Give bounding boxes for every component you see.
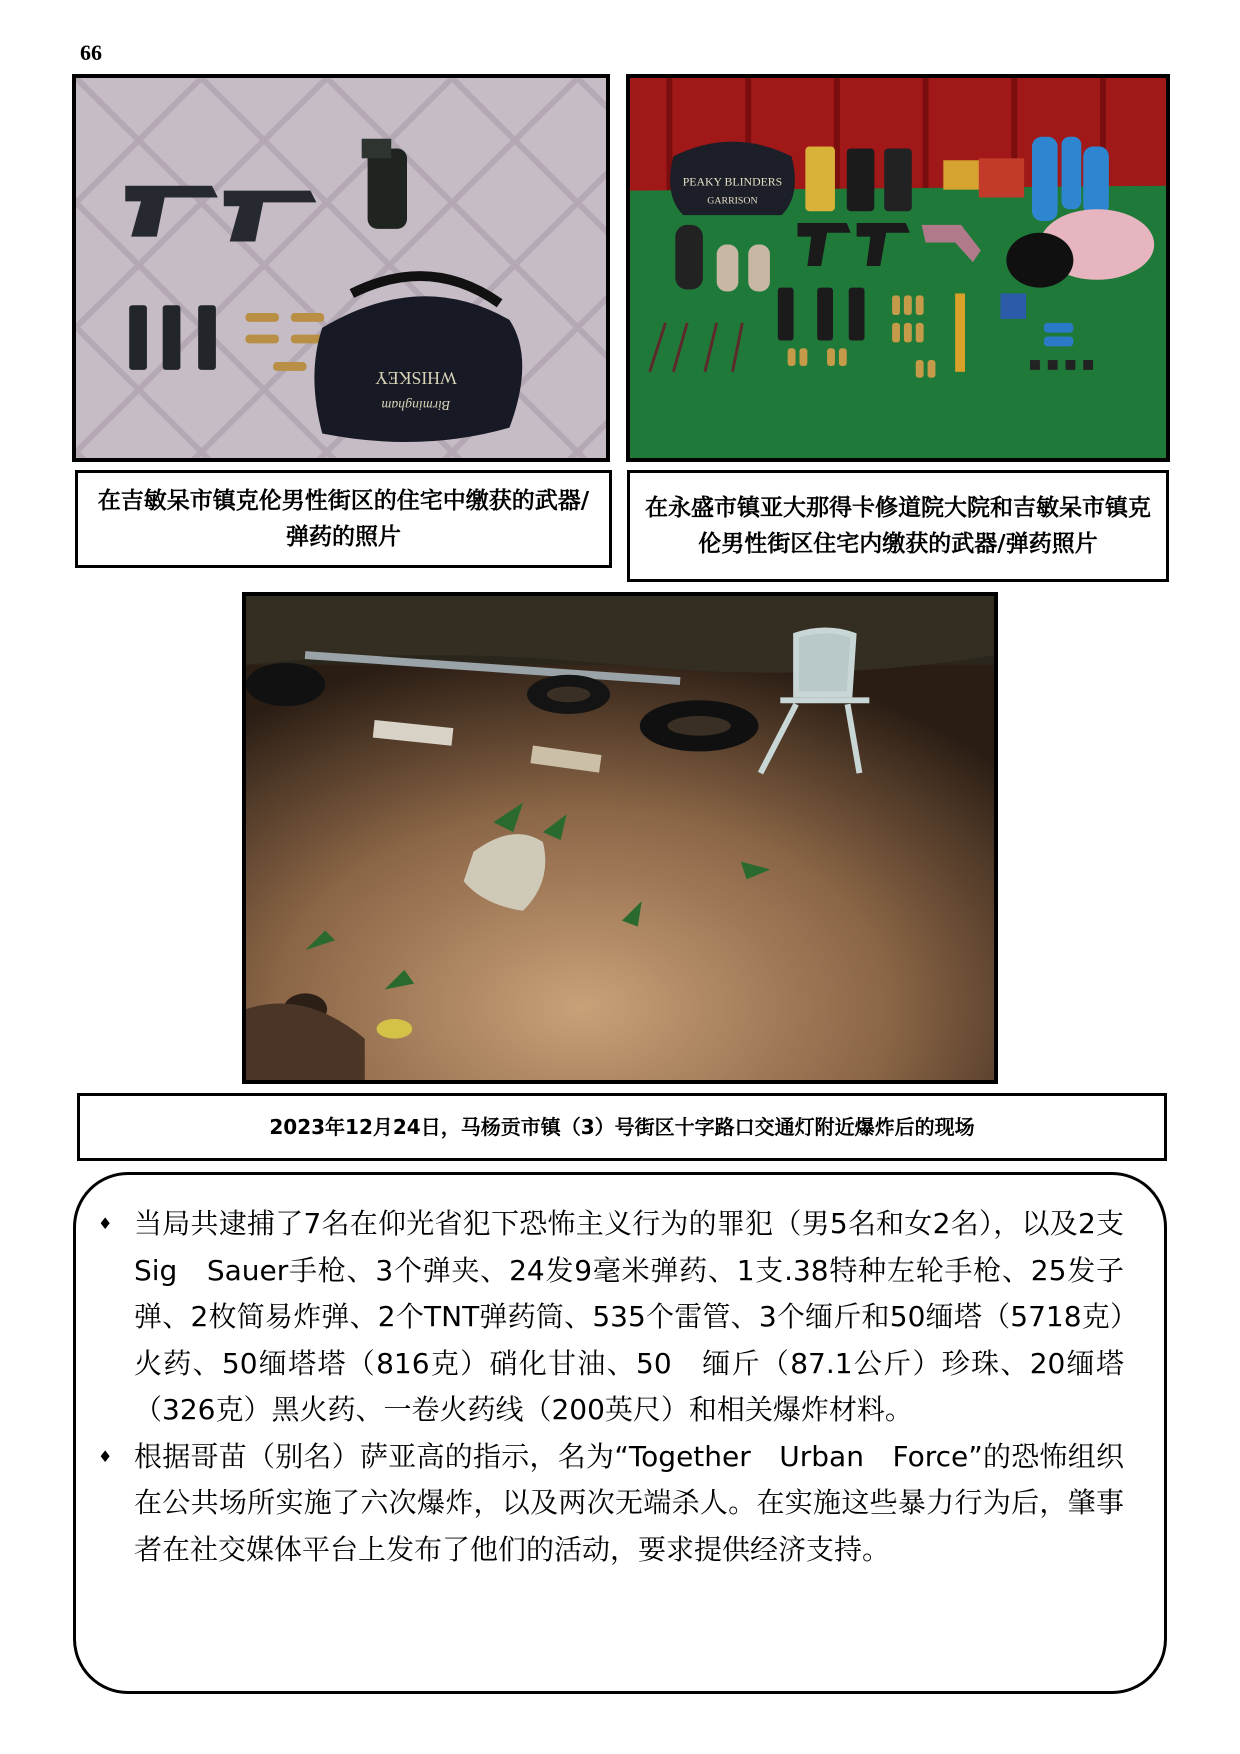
caption-top-right: [627, 470, 1169, 582]
bag-print-birmingham: Birmingham: [381, 398, 451, 414]
caption-top-left: [75, 470, 612, 568]
summary-bullet-organization-text: 根据哥苗（别名）萨亚高的指示，名为“Together Urban Force”的恐怖组织在公共场所实施了六次爆炸，以及两次无端杀人。在实施这些暴力行为后，肇事者在社交媒体平台上发布了他们的活动，要求提供经济支持。: [134, 1439, 1124, 1566]
diamond-bullet-icon: ♦: [98, 1446, 113, 1466]
bag-print-peaky: PEAKY BLINDERS: [682, 175, 783, 189]
summary-bullet-arrests-text: 当局共逮捕了7名在仰光省犯下恐怖主义行为的罪犯（男5名和女2名），以及2支Sig Sauer手枪、3个弹夹、24发9毫米弹药、1支.38特种左轮手枪、25发子弹、2枚简易炸弹、2个TNT弹药筒、535个雷管、3个缅斤和50缅塔（5718克）火药、50缅塔塔（816克）硝化甘油、50 缅斤（87.1公斤）珍珠、20缅塔（326克）黑火药、一卷火药线（200英尺）和相关爆炸材料。: [134, 1207, 1124, 1426]
caption-top-right-text: 在永盛市镇亚大那得卡修道院大院和吉敏呆市镇克伦男性街区住宅内缴获的武器/弹药照片: [645, 495, 1151, 557]
diamond-bullet-icon: ♦: [98, 1214, 113, 1233]
bag-print-garrison: GARRISON: [707, 195, 758, 207]
seized-weapons-photo-left: [72, 74, 610, 462]
explosion-scene-photo: [242, 592, 998, 1084]
page-number: 66: [80, 40, 102, 65]
seized-weapons-photo-right: [626, 74, 1170, 462]
summary-bullet-organization: [98, 1434, 1124, 1574]
caption-top-left-text: 在吉敏呆市镇克伦男性街区的住宅中缴获的武器/弹药的照片: [97, 488, 590, 550]
caption-explosion-scene-text: 2023年12月24日，马杨贡市镇（3）号街区十字路口交通灯附近爆炸后的现场: [269, 1115, 975, 1139]
summary-box: [73, 1172, 1167, 1694]
bag-print-whiskey: WHISKEY: [375, 367, 457, 388]
summary-bullet-arrests: [98, 1201, 1124, 1434]
caption-explosion-scene: [77, 1093, 1167, 1161]
